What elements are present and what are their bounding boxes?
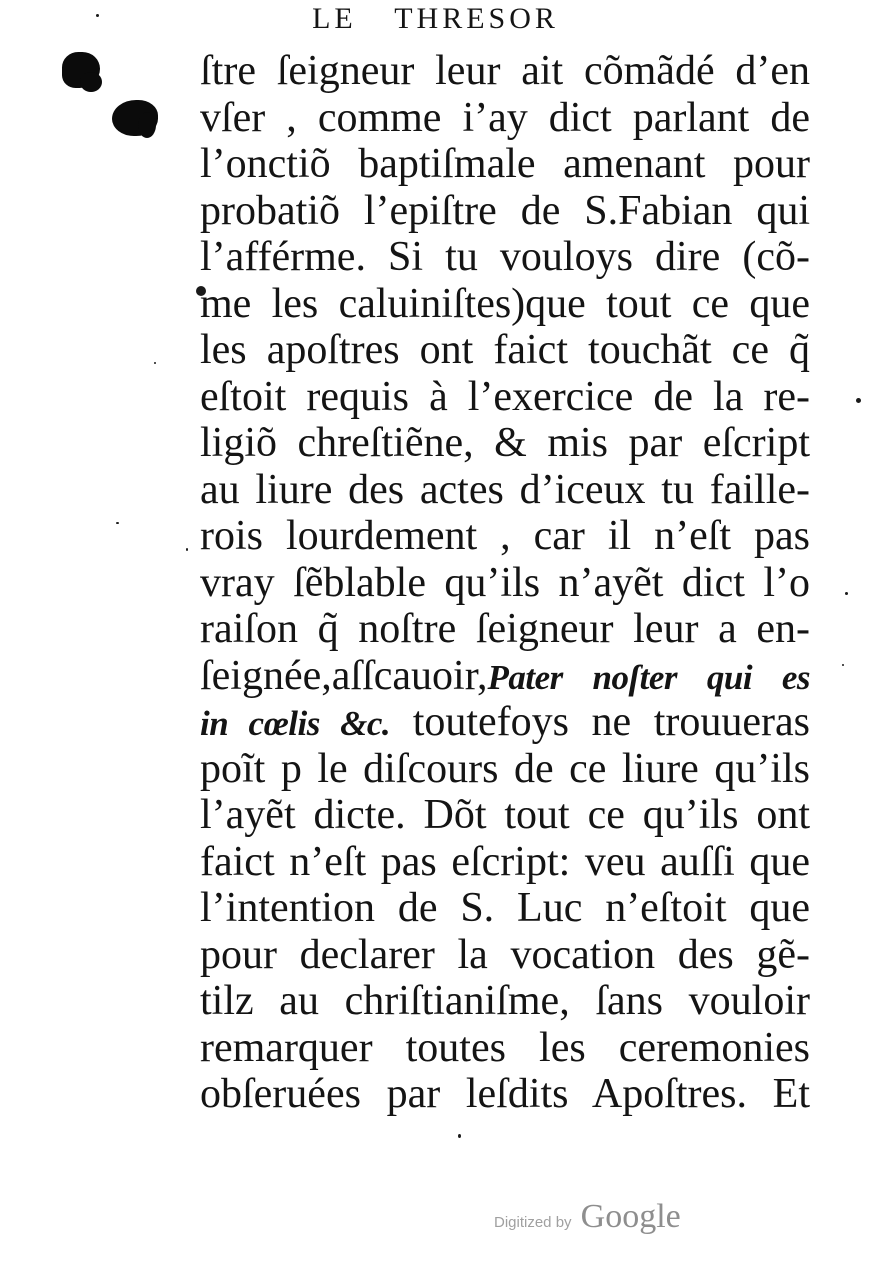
text-line-mixed (200, 699, 810, 746)
text-line: les apoſtres ont faict touchãt ce q̃ (200, 327, 810, 373)
text-line: poĩt p le diſcours de ce liure qu’ils (200, 745, 810, 792)
text-segment: ſeignée,aſſcauoir, (200, 652, 488, 699)
text-line: rois lourdement , car il n’eſt pas (200, 513, 810, 559)
text-line: obſeruées par leſdits Apoſtres. Et (200, 1071, 810, 1117)
scan-speck (96, 14, 99, 17)
text-line-mixed (200, 653, 810, 700)
text-line: faict n’eſt pas eſcript: veu auſſi que (200, 838, 810, 885)
text-line: vray ſẽblable qu’ils n’ayẽt dict l’o (200, 559, 810, 606)
text-line: ligiõ chreſtiẽne, & mis par eſcript (200, 420, 810, 466)
text-line: eſtoit requis à l’exercice de la re- (200, 373, 810, 420)
text-line: probatiõ l’epiſtre de S.Fabian qui (200, 187, 810, 234)
text-line: au liure des actes d’iceux tu faille- (200, 466, 810, 513)
running-head-part1: LE (312, 2, 357, 35)
italic-segment: Pater noſter qui es (487, 657, 810, 697)
text-line: ſtre ſeigneur leur ait cõmãdé d’en (200, 48, 810, 94)
running-head (0, 2, 871, 36)
scan-speck (845, 592, 848, 595)
text-segment: toutefoys ne trouueras (412, 699, 810, 745)
text-line: pour declarer la vocation des gẽ- (200, 931, 810, 978)
scan-speck (458, 1134, 461, 1138)
ink-blot (80, 72, 102, 92)
watermark-prefix: Digitized by (494, 1214, 572, 1231)
running-head-part2: THRESOR (394, 2, 559, 35)
text-line: tilz au chriſtianiſme, ſans vouloir (200, 978, 810, 1024)
digitized-watermark (494, 1198, 681, 1236)
text-line: remarquer toutes les ceremonies (200, 1024, 810, 1071)
scan-speck (154, 362, 156, 364)
text-line: l’onctiõ baptiſmale amenant pour (200, 141, 810, 187)
scan-speck (842, 664, 844, 666)
ink-blot (138, 112, 156, 138)
body-text (200, 48, 810, 1118)
scan-speck (186, 548, 188, 551)
scan-speck (856, 398, 861, 403)
scan-speck (116, 522, 119, 524)
text-line: me les caluiniſtes)que tout ce que (200, 280, 810, 327)
italic-segment: in cœlis &c. (200, 704, 391, 743)
text-line: l’ayẽt dicte. Dõt tout ce qu’ils ont (200, 792, 810, 838)
text-line: raiſon q̃ noſtre ſeigneur leur a en- (200, 606, 810, 652)
text-line: l’intention de S. Luc n’eſtoit que (200, 885, 810, 931)
text-line: vſer , comme i’ay dict parlant de (200, 94, 810, 141)
watermark-brand: Google (580, 1198, 681, 1235)
text-line: l’afférme. Si tu vouloys dire (cõ- (200, 234, 810, 280)
